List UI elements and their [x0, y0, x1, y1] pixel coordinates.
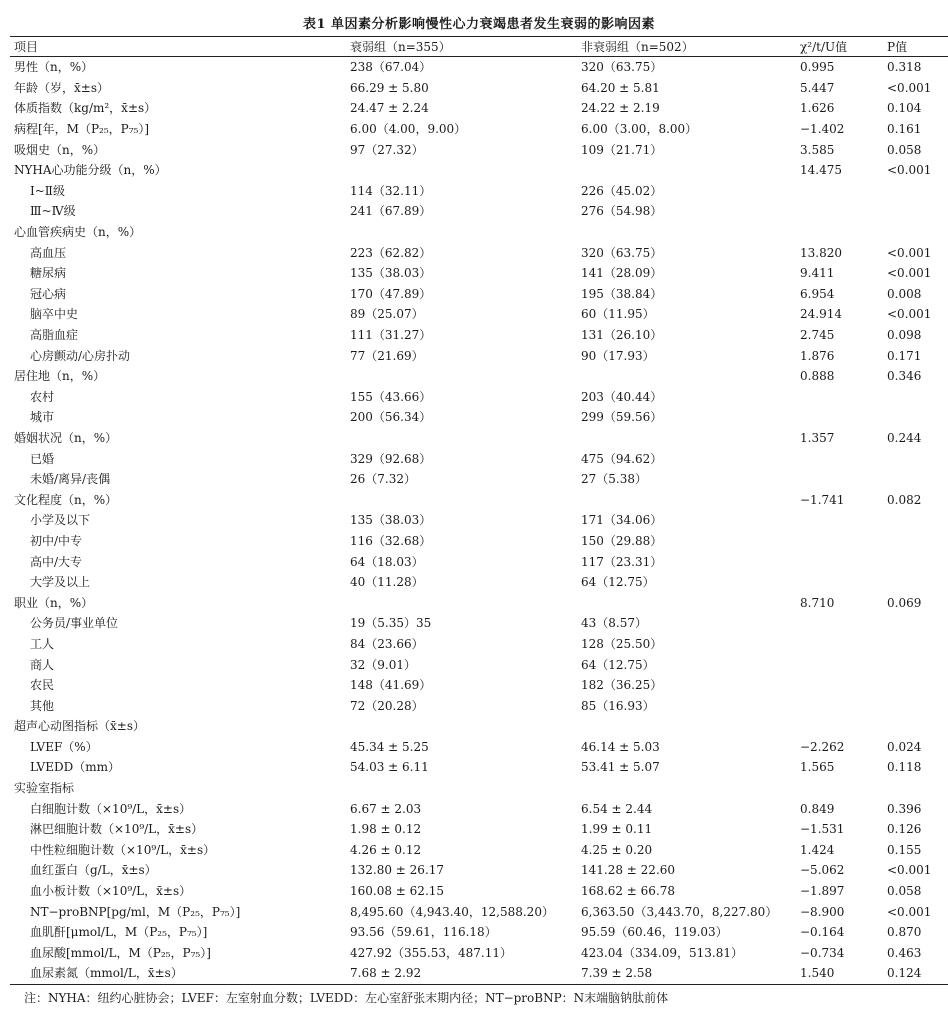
cell-p-value [883, 531, 948, 552]
table-row [10, 345, 948, 366]
cell-frail-group [346, 489, 577, 510]
cell-nonfrail-group [577, 489, 796, 510]
cell-frail-group: 135（38.03） [350, 266, 432, 281]
cell-frail-group: 19（5.35）35 [350, 616, 432, 631]
cell-frail-group: 200（56.34） [350, 410, 432, 425]
cell-statistic: 2.745 [800, 328, 835, 343]
cell-frail-group: 155（43.66） [350, 389, 432, 404]
cell-frail-group: 427.92（355.53，487.11） [350, 945, 512, 960]
cell-nonfrail-group: 1.99 ± 0.11 [581, 822, 653, 837]
row-item-label: 吸烟史（n，%） [14, 142, 106, 157]
cell-statistic: −1.402 [800, 122, 845, 137]
cell-p-value: <0.001 [887, 163, 932, 178]
row-item-label: 大学及以上 [30, 575, 91, 590]
cell-frail-group: 54.03 ± 6.11 [350, 760, 429, 775]
row-item-label: 城市 [30, 410, 55, 425]
cell-nonfrail-group: 43（8.57） [581, 616, 647, 631]
cell-p-value: 0.058 [887, 884, 922, 899]
cell-nonfrail-group: 90（17.93） [581, 348, 655, 363]
cell-statistic: 13.820 [800, 245, 842, 260]
cell-p-value: 0.463 [887, 945, 922, 960]
cell-statistic: 0.995 [800, 60, 835, 75]
cell-p-value: 0.069 [887, 595, 922, 610]
cell-nonfrail-group: 141.28 ± 22.60 [581, 863, 676, 878]
cell-nonfrail-group: 24.22 ± 2.19 [581, 101, 660, 116]
cell-p-value [883, 407, 948, 428]
table-row [10, 819, 948, 840]
cell-nonfrail-group: 6.54 ± 2.44 [581, 801, 653, 816]
cell-statistic: 1.626 [800, 101, 835, 116]
cell-nonfrail-group: 128（25.50） [581, 636, 663, 651]
cell-statistic [796, 695, 883, 716]
cell-nonfrail-group [577, 778, 796, 799]
cell-frail-group: 135（38.03） [350, 513, 432, 528]
row-item-label: 高脂血症 [30, 328, 79, 343]
cell-statistic [796, 778, 883, 799]
cell-p-value: <0.001 [887, 904, 932, 919]
row-item-label: 体质指数（kg/m²，x̄±s） [14, 101, 157, 116]
table-row [10, 531, 948, 552]
table-row [10, 263, 948, 284]
table-body [10, 57, 948, 985]
row-item-label: 白细胞计数（×10⁹/L，x̄±s） [30, 801, 192, 816]
cell-frail-group: 97（27.32） [350, 142, 424, 157]
cell-p-value [883, 387, 948, 408]
cell-statistic [796, 407, 883, 428]
data-table [10, 36, 948, 985]
cell-frail-group: 4.26 ± 0.12 [350, 842, 422, 857]
header-item: 项目 [10, 37, 346, 57]
row-item-label: 血小板计数（×10⁹/L，x̄±s） [30, 884, 192, 899]
cell-frail-group [346, 428, 577, 449]
table-row [10, 695, 948, 716]
cell-frail-group: 64（18.03） [350, 554, 424, 569]
row-item-label: 婚姻状况（n，%） [14, 430, 118, 445]
cell-frail-group [346, 592, 577, 613]
table-row [10, 325, 948, 346]
cell-frail-group [346, 716, 577, 737]
cell-statistic [796, 675, 883, 696]
cell-p-value: 0.118 [887, 760, 922, 775]
table-row [10, 242, 948, 263]
row-item-label: 未婚/离异/丧偶 [30, 472, 111, 487]
cell-statistic [796, 634, 883, 655]
cell-nonfrail-group: 60（11.95） [581, 307, 655, 322]
row-item-label: 心血管疾病史（n，%） [14, 225, 142, 240]
cell-statistic: 24.914 [800, 307, 842, 322]
table-row [10, 366, 948, 387]
cell-frail-group: 84（23.66） [350, 636, 424, 651]
cell-p-value [883, 469, 948, 490]
table-row [10, 201, 948, 222]
table-row [10, 757, 948, 778]
cell-statistic: 1.424 [800, 842, 835, 857]
table-row [10, 181, 948, 202]
cell-statistic: 6.954 [800, 286, 835, 301]
table-row [10, 572, 948, 593]
row-item-label: 血尿素氮（mmol/L，x̄±s） [10, 963, 346, 984]
row-item-label: 农民 [30, 678, 55, 693]
cell-p-value [883, 716, 948, 737]
cell-nonfrail-group: 6,363.50（3,443.70，8,227.80） [581, 904, 778, 919]
cell-nonfrail-group: 85（16.93） [581, 698, 655, 713]
table-row [10, 716, 948, 737]
row-item-label: LVEF（%） [30, 739, 98, 754]
row-item-label: 血肌酐[μmol/L，M（P₂₅，P₇₅）] [30, 925, 208, 940]
row-item-label: 中性粒细胞计数（×10⁹/L，x̄±s） [30, 842, 216, 857]
cell-frail-group: 238（67.04） [350, 60, 432, 75]
cell-nonfrail-group: 64（12.75） [581, 657, 655, 672]
cell-nonfrail-group: 320（63.75） [581, 245, 663, 260]
table-row [10, 222, 948, 243]
cell-p-value [883, 572, 948, 593]
cell-p-value: 0.318 [887, 60, 922, 75]
cell-statistic: −2.262 [800, 739, 845, 754]
document [10, 14, 948, 1006]
cell-statistic: 1.357 [800, 430, 835, 445]
cell-statistic [796, 572, 883, 593]
cell-nonfrail-group: 131（26.10） [581, 328, 663, 343]
table-row [10, 57, 948, 78]
cell-nonfrail-group: 203（40.44） [581, 389, 663, 404]
row-item-label: 工人 [30, 636, 55, 651]
cell-statistic: 14.475 [800, 163, 842, 178]
cell-nonfrail-group: 27（5.38） [581, 472, 647, 487]
cell-statistic [796, 531, 883, 552]
cell-nonfrail-group: 226（45.02） [581, 183, 663, 198]
row-item-label: 病程[年，M（P₂₅，P₇₅）] [14, 122, 150, 137]
cell-statistic: 1.540 [796, 963, 883, 984]
row-item-label: 已婚 [30, 451, 55, 466]
cell-frail-group: 40（11.28） [350, 575, 424, 590]
table-row [10, 963, 948, 984]
cell-p-value: 0.171 [887, 348, 922, 363]
cell-statistic [796, 654, 883, 675]
cell-frail-group: 6.67 ± 2.03 [350, 801, 422, 816]
cell-nonfrail-group: 95.59（60.46，119.03） [581, 925, 728, 940]
cell-p-value [883, 222, 948, 243]
cell-nonfrail-group: 64.20 ± 5.81 [581, 80, 660, 95]
row-item-label: 脑卒中史 [30, 307, 79, 322]
cell-statistic: 1.565 [800, 760, 835, 775]
row-item-label: 血尿酸[mmol/L，M（P₂₅，P₇₅）] [30, 945, 211, 960]
cell-statistic: 3.585 [800, 142, 835, 157]
cell-statistic: −0.734 [800, 945, 845, 960]
cell-frail-group: 6.00（4.00，9.00） [350, 122, 467, 137]
cell-p-value [883, 613, 948, 634]
cell-nonfrail-group: 182（36.25） [581, 678, 663, 693]
table-row [10, 448, 948, 469]
cell-frail-group: 241（67.89） [350, 204, 432, 219]
cell-frail-group: 160.08 ± 62.15 [350, 884, 445, 899]
table-row [10, 901, 948, 922]
cell-frail-group: 45.34 ± 5.25 [350, 739, 429, 754]
cell-nonfrail-group: 276（54.98） [581, 204, 663, 219]
cell-statistic [796, 551, 883, 572]
cell-statistic: −1.531 [800, 822, 845, 837]
row-item-label: 职业（n，%） [14, 595, 94, 610]
cell-statistic [796, 387, 883, 408]
cell-frail-group [346, 222, 577, 243]
cell-nonfrail-group: 195（38.84） [581, 286, 663, 301]
row-item-label: 其他 [30, 698, 55, 713]
cell-statistic [796, 448, 883, 469]
cell-p-value [883, 510, 948, 531]
cell-frail-group [346, 160, 577, 181]
cell-frail-group: 148（41.69） [350, 678, 432, 693]
cell-p-value [883, 551, 948, 572]
cell-frail-group: 77（21.69） [350, 348, 424, 363]
cell-p-value: <0.001 [887, 245, 932, 260]
cell-statistic: −0.164 [800, 925, 845, 940]
row-item-label: Ⅲ~Ⅳ级 [30, 204, 76, 219]
cell-p-value: 0.124 [883, 963, 948, 984]
cell-p-value: 0.058 [887, 142, 922, 157]
cell-p-value: 0.161 [887, 122, 922, 137]
cell-nonfrail-group [577, 592, 796, 613]
table-row [10, 407, 948, 428]
cell-frail-group: 93.56（59.61，116.18） [350, 925, 497, 940]
table-title: 表1 单因素分析影响慢性心力衰竭患者发生衰弱的影响因素 [302, 17, 656, 32]
cell-p-value: 0.244 [887, 430, 922, 445]
cell-nonfrail-group: 150（29.88） [581, 533, 663, 548]
cell-statistic [796, 510, 883, 531]
table-row [10, 840, 948, 861]
cell-frail-group: 116（32.68） [350, 533, 432, 548]
cell-frail-group: 32（9.01） [350, 657, 416, 672]
cell-nonfrail-group [577, 160, 796, 181]
cell-nonfrail-group: 141（28.09） [581, 266, 663, 281]
table-row [10, 592, 948, 613]
cell-p-value [883, 675, 948, 696]
table-row [10, 98, 948, 119]
row-item-label: 心房颤动/心房扑动 [30, 348, 131, 363]
cell-frail-group: 1.98 ± 0.12 [350, 822, 422, 837]
table-row [10, 881, 948, 902]
header-nonfrail-group: 非衰弱组（n=502） [577, 37, 796, 57]
cell-frail-group [346, 778, 577, 799]
row-item-label: 公务员/事业单位 [30, 616, 119, 631]
cell-statistic [796, 222, 883, 243]
cell-nonfrail-group [577, 716, 796, 737]
cell-nonfrail-group: 64（12.75） [581, 575, 655, 590]
cell-frail-group: 170（47.89） [350, 286, 432, 301]
cell-nonfrail-group [577, 222, 796, 243]
table-row [10, 469, 948, 490]
cell-p-value [883, 634, 948, 655]
cell-p-value: 0.396 [887, 801, 922, 816]
table-row [10, 922, 948, 943]
table-row [10, 160, 948, 181]
table-row [10, 489, 948, 510]
header-statistic: χ²/t/U值 [796, 37, 883, 57]
cell-p-value [883, 181, 948, 202]
row-item-label: LVEDD（mm） [30, 760, 120, 775]
row-item-label: 冠心病 [30, 286, 67, 301]
row-item-label: NYHA心功能分级（n，%） [14, 163, 167, 178]
cell-statistic [796, 181, 883, 202]
cell-p-value: 0.098 [887, 328, 922, 343]
cell-nonfrail-group: 53.41 ± 5.07 [581, 760, 660, 775]
table-row [10, 428, 948, 449]
cell-frail-group: 89（25.07） [350, 307, 424, 322]
table-row [10, 860, 948, 881]
cell-nonfrail-group: 475（94.62） [581, 451, 663, 466]
table-row [10, 551, 948, 572]
cell-p-value: 0.126 [887, 822, 922, 837]
cell-statistic: 1.876 [800, 348, 835, 363]
row-item-label: Ⅰ~Ⅱ级 [30, 183, 65, 198]
cell-p-value: 0.155 [887, 842, 922, 857]
cell-frail-group: 132.80 ± 26.17 [350, 863, 445, 878]
cell-frail-group: 111（31.27） [350, 328, 432, 343]
row-item-label: 小学及以下 [30, 513, 91, 528]
cell-statistic [796, 469, 883, 490]
row-item-label: 男性（n，%） [14, 60, 94, 75]
cell-nonfrail-group: 4.25 ± 0.20 [581, 842, 653, 857]
table-row [10, 139, 948, 160]
cell-p-value: 0.082 [887, 492, 922, 507]
cell-p-value: 0.024 [887, 739, 922, 754]
cell-statistic: 8.710 [800, 595, 835, 610]
table-row [10, 737, 948, 758]
cell-p-value [883, 654, 948, 675]
cell-frail-group: 114（32.11） [350, 183, 432, 198]
cell-statistic [796, 613, 883, 634]
row-item-label: 超声心动图指标（x̄±s） [14, 719, 145, 734]
table-row [10, 654, 948, 675]
header-row [10, 37, 948, 57]
row-item-label: 血红蛋白（g/L，x̄±s） [30, 863, 157, 878]
table-row [10, 798, 948, 819]
cell-frail-group [346, 366, 577, 387]
cell-p-value: <0.001 [887, 863, 932, 878]
cell-p-value [883, 201, 948, 222]
cell-statistic: −5.062 [800, 863, 845, 878]
row-item-label: 淋巴细胞计数（×10⁹/L，x̄±s） [30, 822, 204, 837]
table-row [10, 119, 948, 140]
cell-statistic: 5.447 [800, 80, 835, 95]
cell-frail-group: 24.47 ± 2.24 [350, 101, 429, 116]
cell-nonfrail-group [577, 366, 796, 387]
cell-p-value: <0.001 [887, 266, 932, 281]
table-footnote: 注：NYHA：纽约心脏协会；LVEF：左室射血分数；LVEDD：左心室舒张末期内径；NT−proBNP：N末端脑钠肽前体 [24, 990, 669, 1005]
cell-p-value [883, 778, 948, 799]
header-p-value: P值 [883, 37, 948, 57]
cell-statistic: −1.741 [800, 492, 845, 507]
row-item-label: 农村 [30, 389, 55, 404]
table-row [10, 78, 948, 99]
row-item-label: 年龄（岁，x̄±s） [14, 80, 109, 95]
table-row [10, 634, 948, 655]
row-item-label: 居住地（n，%） [14, 369, 106, 384]
cell-p-value: 0.104 [887, 101, 922, 116]
cell-nonfrail-group: 171（34.06） [581, 513, 663, 528]
cell-p-value [883, 448, 948, 469]
cell-statistic [796, 201, 883, 222]
cell-frail-group: 66.29 ± 5.80 [350, 80, 429, 95]
table-row [10, 943, 948, 964]
cell-frail-group: 223（62.82） [350, 245, 432, 260]
row-item-label: 文化程度（n，%） [14, 492, 118, 507]
cell-nonfrail-group: 117（23.31） [581, 554, 663, 569]
cell-statistic: −8.900 [800, 904, 845, 919]
cell-nonfrail-group: 109（21.71） [581, 142, 663, 157]
cell-nonfrail-group: 320（63.75） [581, 60, 663, 75]
table-row [10, 510, 948, 531]
cell-statistic: 0.849 [800, 801, 835, 816]
cell-frail-group: 8,495.60（4,943.40，12,588.20） [350, 904, 554, 919]
header-frail-group: 衰弱组（n=355） [346, 37, 577, 57]
cell-statistic [796, 716, 883, 737]
row-item-label: 高血压 [30, 245, 67, 260]
row-item-label: NT−proBNP[pg/ml，M（P₂₅，P₇₅）] [30, 904, 241, 919]
cell-statistic: 9.411 [800, 266, 835, 281]
table-row [10, 284, 948, 305]
cell-nonfrail-group [577, 428, 796, 449]
cell-p-value: <0.001 [887, 307, 932, 322]
cell-frail-group: 329（92.68） [350, 451, 432, 466]
cell-nonfrail-group: 6.00（3.00，8.00） [581, 122, 698, 137]
cell-nonfrail-group: 299（59.56） [581, 410, 663, 425]
cell-frail-group: 7.68 ± 2.92 [346, 963, 577, 984]
cell-nonfrail-group: 423.04（334.09，513.81） [581, 945, 743, 960]
row-item-label: 实验室指标 [14, 781, 75, 796]
row-item-label: 糖尿病 [30, 266, 67, 281]
table-row [10, 675, 948, 696]
cell-statistic: −1.897 [800, 884, 845, 899]
cell-p-value: 0.008 [887, 286, 922, 301]
table-row [10, 304, 948, 325]
row-item-label: 商人 [30, 657, 55, 672]
table-row [10, 387, 948, 408]
cell-nonfrail-group: 46.14 ± 5.03 [581, 739, 660, 754]
cell-p-value [883, 695, 948, 716]
row-item-label: 高中/大专 [30, 554, 83, 569]
cell-p-value: 0.870 [887, 925, 922, 940]
cell-nonfrail-group: 7.39 ± 2.58 [577, 963, 796, 984]
table-row [10, 613, 948, 634]
cell-frail-group: 26（7.32） [350, 472, 416, 487]
cell-p-value: <0.001 [887, 80, 932, 95]
cell-nonfrail-group: 168.62 ± 66.78 [581, 884, 676, 899]
row-item-label: 初中/中专 [30, 533, 83, 548]
cell-statistic: 0.888 [800, 369, 835, 384]
cell-p-value: 0.346 [887, 369, 922, 384]
cell-frail-group: 72（20.28） [350, 698, 424, 713]
table-row [10, 778, 948, 799]
